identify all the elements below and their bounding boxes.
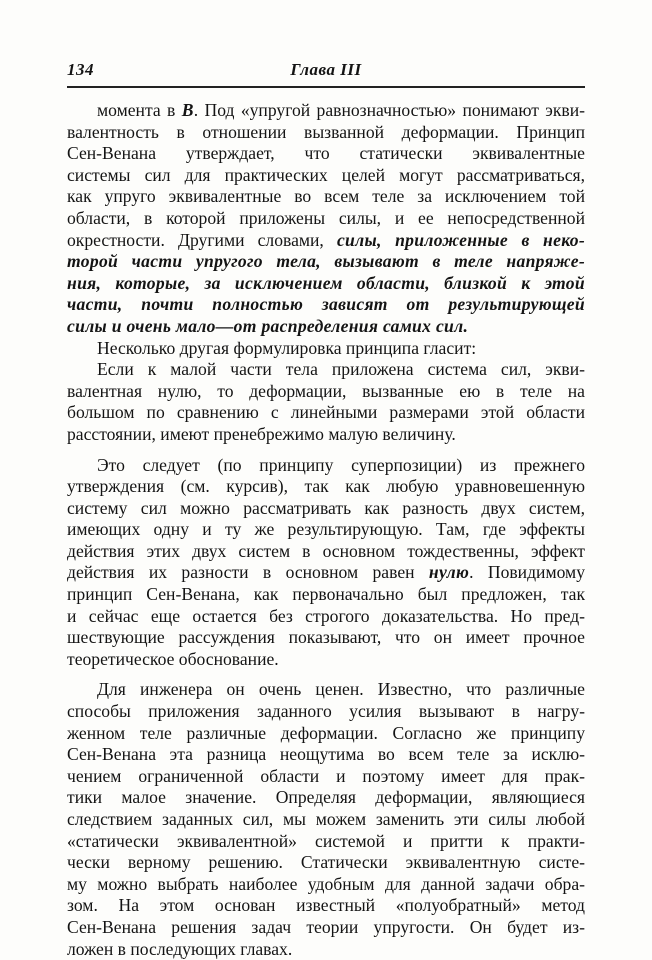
text-line — [67, 562, 585, 584]
text-span: чением ограниченной области и поэтому имеет для прак- — [67, 765, 585, 786]
text-span: области, в которой приложены силы, и ее непосредственной — [67, 207, 585, 228]
text-line — [67, 744, 585, 766]
paragraph — [67, 359, 585, 445]
italic-span: силы и очень мало—от распределения самих сил. — [67, 315, 469, 336]
text-span: большом по сравнению с линейными размерами этой области — [67, 402, 585, 423]
text-span: теоретическое обоснование. — [67, 648, 279, 669]
text-span: . Под «упругой равнозначностью» понимают экви- — [193, 100, 585, 120]
text-line — [67, 584, 585, 606]
text-line — [67, 402, 585, 424]
paragraph — [67, 679, 585, 960]
text-span: имеющих одну и ту же результирующую. Там, где эффекты — [67, 519, 585, 540]
text-line — [67, 519, 585, 541]
text-line — [67, 230, 585, 252]
italic-span: B — [181, 100, 194, 120]
text-line — [67, 541, 585, 563]
text-span: «статически эквивалентной» системой и притти к практи- — [67, 830, 585, 851]
text-span: чески верному решению. Статически эквивалентную систе- — [67, 852, 585, 873]
text-span: действия этих двух систем в основном тождественны, эффект — [67, 540, 585, 561]
text-line — [67, 294, 585, 316]
text-line — [67, 165, 585, 187]
text-span: как упруго эквивалентные во всем теле за исключением той — [67, 186, 585, 207]
italic-span: торой части упругого тела, вызывают в теле напряже- — [67, 251, 585, 272]
text-line — [67, 787, 585, 809]
text-span: му можно выбрать наиболее удобным для данной задачи обра- — [67, 873, 585, 894]
text-line — [67, 831, 585, 853]
text-line — [67, 606, 585, 628]
paragraph — [67, 338, 585, 360]
text-line — [67, 100, 585, 122]
text-line — [67, 476, 585, 498]
text-span: тики малое значение. Определяя деформации, являющиеся — [67, 787, 585, 808]
paragraph — [67, 100, 585, 338]
text-line — [67, 251, 585, 273]
header-rule — [67, 86, 585, 88]
text-line — [67, 917, 585, 939]
text-span: Сен-Венана решения задач теории упругости. Он будет из- — [67, 916, 585, 937]
page-body — [67, 100, 585, 960]
text-line — [67, 701, 585, 723]
text-span: системы сил для практических целей могут рассматриваться, — [67, 164, 585, 185]
page-header — [67, 58, 585, 84]
text-span: расстоянии, имеют пренебрежимо малую величину. — [67, 423, 456, 444]
text-span: Это следует (по принципу суперпозиции) из прежнего — [97, 454, 585, 475]
text-span: Если к малой части тела приложена система сил, экви- — [97, 359, 585, 380]
text-line — [67, 649, 585, 671]
text-span: способы приложения заданного усилия вызывают в нагру- — [67, 701, 585, 722]
text-span: . Повидимому — [469, 562, 585, 583]
text-span: валентность в отношении вызванной деформации. Принцип — [67, 121, 585, 142]
text-line — [67, 874, 585, 896]
text-span: действия их разности в основном равен — [67, 562, 429, 583]
text-span: момента в — [97, 100, 182, 120]
page-number: 134 — [67, 60, 94, 79]
text-line — [67, 316, 585, 338]
text-line — [67, 939, 585, 960]
text-line — [67, 381, 585, 403]
text-line — [67, 498, 585, 520]
text-span: следствием заданных сил, мы можем заменить эти силы любой — [67, 809, 585, 829]
text-line — [67, 143, 585, 165]
text-span: Для инженера он очень ценен. Известно, что различные — [97, 679, 585, 700]
text-line — [67, 424, 585, 446]
text-span: систему сил можно рассматривать как разность двух систем, — [67, 497, 585, 518]
text-span: утверждения (см. курсив), так как любую уравновешенную — [67, 476, 585, 497]
text-span: Сен-Венана утверждает, что статически эквивалентные — [67, 143, 585, 164]
text-span: принцип Сен-Венана, как первоначально был предложен, так — [67, 584, 585, 605]
text-span: зом. На этом основан известный «полуобратный» метод — [67, 895, 585, 916]
text-span: Сен-Венана эта разница неощутима во всем теле за исклю- — [67, 744, 585, 765]
text-span: валентная нулю, то деформации, вызванные ею в теле на — [67, 380, 585, 401]
running-head: Глава III — [290, 60, 362, 79]
text-line — [67, 186, 585, 208]
italic-span: силы, приложенные в неко- — [336, 229, 585, 250]
text-line — [67, 852, 585, 874]
text-line — [67, 895, 585, 917]
italic-span: ния, которые, за исключением области, близкой к этой — [67, 272, 585, 293]
text-line — [67, 122, 585, 144]
text-line — [67, 208, 585, 230]
text-span: и сейчас еще остается без строгого доказательства. Но пред- — [67, 605, 585, 626]
text-line — [67, 766, 585, 788]
text-line — [67, 273, 585, 295]
italic-span: части, почти полностью зависят от результирующей — [67, 294, 585, 315]
text-line — [67, 723, 585, 745]
paragraph — [67, 455, 585, 671]
text-line — [67, 809, 585, 831]
text-span: женном теле различные деформации. Согласно же принципу — [67, 722, 585, 743]
text-line — [67, 679, 585, 701]
text-span: Несколько другая формулировка принципа гласит: — [97, 337, 477, 358]
italic-span: нулю — [428, 562, 470, 583]
text-line — [67, 338, 585, 360]
text-span: окрестности. Другими словами, — [67, 229, 337, 250]
text-span: ложен в последующих главах. — [67, 938, 293, 959]
text-span: шествующие рассуждения показывают, что он имеет прочное — [67, 627, 585, 648]
text-line — [67, 627, 585, 649]
text-line — [67, 359, 585, 381]
text-line — [67, 455, 585, 477]
